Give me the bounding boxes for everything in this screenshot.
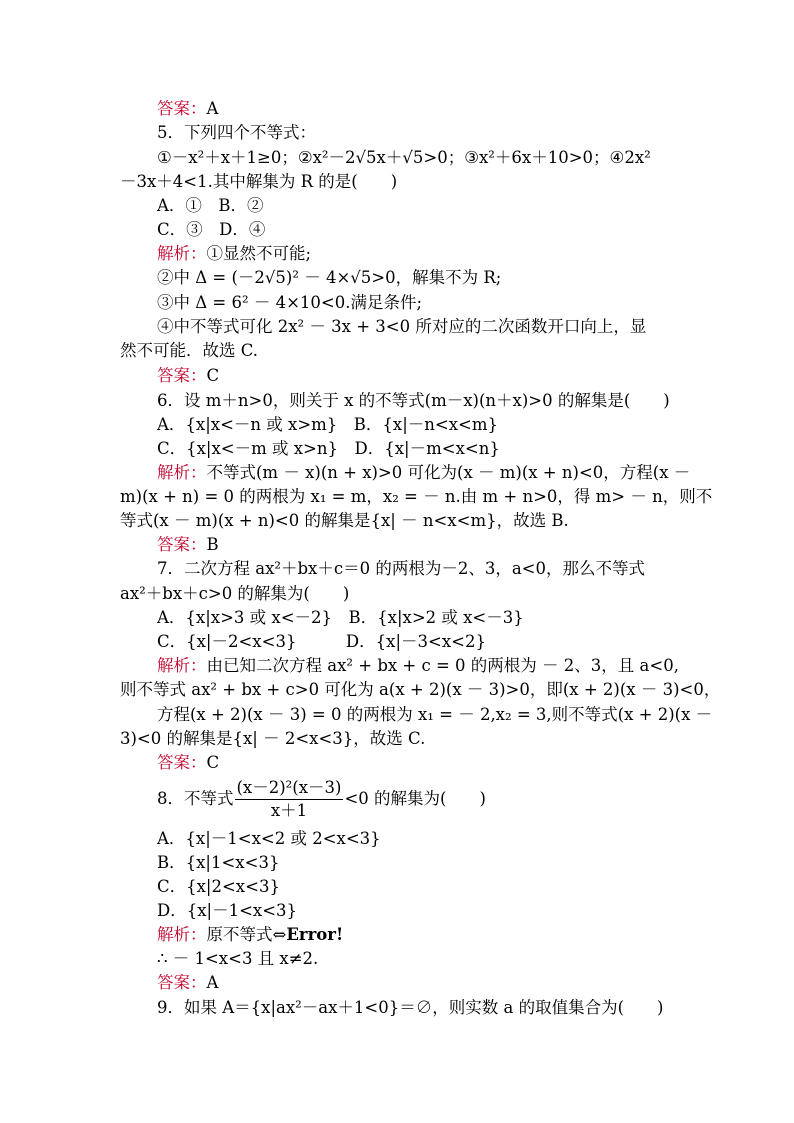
answer-label: 答案： bbox=[157, 753, 207, 772]
analysis-text: ④中不等式可化 2x² － 3x + 3<0 所对应的二次函数开口向上，显 bbox=[157, 317, 647, 336]
option-line: A．{x|x>3 或 x<－2} B．{x|x>2 或 x<－3} bbox=[157, 608, 524, 627]
question-7: 7．二次方程 ax²＋bx＋c＝0 的两根为－2、3，a<0，那么不等式 bbox=[157, 559, 646, 578]
option-line: C．③ D．④ bbox=[157, 220, 266, 239]
answer-line bbox=[157, 971, 717, 995]
analysis-text: 原不等式⇔ bbox=[206, 925, 287, 944]
analysis-text: ∴ － 1<x<3 且 x≠2. bbox=[157, 949, 319, 968]
analysis-line bbox=[157, 242, 717, 266]
analysis-label: 解析： bbox=[157, 656, 207, 675]
answer-value: A bbox=[206, 973, 219, 992]
analysis-text: 不等式(m － x)(n + x)>0 可化为(x － m)(x + n)<0，方程(x － bbox=[206, 463, 691, 482]
error-text: Error! bbox=[286, 925, 344, 944]
question-8-lead: 8．不等式 bbox=[157, 789, 234, 808]
analysis-label: 解析： bbox=[157, 925, 207, 944]
analysis-text: 等式(x － m)(x + n)<0 的解集是{x| － n<x<m}，故选 B. bbox=[120, 511, 569, 530]
answer-line bbox=[157, 751, 717, 775]
question-text: －3x＋4<1.其中解集为 R 的是( ) bbox=[120, 172, 398, 191]
analysis-line bbox=[157, 461, 717, 485]
analysis-line bbox=[157, 654, 717, 678]
option-line: A．{x|x<－n 或 x>m} B．{x|－n<x<m} bbox=[157, 415, 499, 434]
answer-value: C bbox=[206, 753, 220, 772]
answer-line bbox=[157, 364, 717, 388]
question-8 bbox=[157, 776, 717, 822]
answer-label: 答案： bbox=[157, 973, 207, 992]
analysis-label: 解析： bbox=[157, 463, 207, 482]
option-line: C．{x|－2<x<3} D．{x|－3<x<2} bbox=[157, 632, 486, 651]
question-9: 9．如果 A＝{x|ax²－ax＋1<0}＝∅，则实数 a 的取值集合为( ) bbox=[157, 998, 664, 1017]
analysis-text: 则不等式 ax² + bx + c>0 可化为 a(x + 2)(x － 3)>0，即(x + 2)(x － 3)<0， bbox=[120, 680, 721, 699]
option-line: C．{x|2<x<3} bbox=[157, 877, 280, 896]
analysis-text: ②中 Δ = (－2√5)² － 4×√5>0，解集不为 R; bbox=[157, 268, 502, 287]
analysis-text: 由已知二次方程 ax² + bx + c = 0 的两根为 － 2、3，且 a<0, bbox=[206, 656, 679, 675]
analysis-text: ③中 Δ = 6² － 4×10<0.满足条件; bbox=[157, 293, 423, 312]
answer-value: A bbox=[206, 99, 219, 118]
option-line: D．{x|－1<x<3} bbox=[157, 901, 298, 920]
answer-label: 答案： bbox=[157, 535, 207, 554]
option-line: A．{x|－1<x<2 或 2<x<3} bbox=[157, 829, 381, 848]
question-text: ax²＋bx＋c>0 的解集为( ) bbox=[120, 584, 350, 603]
fraction-numerator: (x－2)²(x－3) bbox=[235, 777, 344, 800]
question-5: 5．下列四个不等式： bbox=[157, 123, 316, 142]
option-line: B．{x|1<x<3} bbox=[157, 853, 280, 872]
analysis-text: 然不可能．故选 C. bbox=[120, 341, 259, 360]
fraction bbox=[235, 777, 344, 822]
answer-label: 答案： bbox=[157, 99, 207, 118]
answer-label: 答案： bbox=[157, 366, 207, 385]
analysis-text: m)(x + n) = 0 的两根为 x₁ = m，x₂ = － n.由 m + n>0，得 m> － n，则不 bbox=[120, 487, 713, 506]
fraction-denominator: x＋1 bbox=[270, 801, 308, 820]
analysis-text: ①显然不可能; bbox=[206, 244, 312, 263]
analysis-text: 方程(x + 2)(x － 3) = 0 的两根为 x₁ = － 2,x₂ = 3,则不等式(x + 2)(x － bbox=[157, 705, 713, 724]
question-6: 6．设 m＋n>0，则关于 x 的不等式(m－x)(n＋x)>0 的解集是( ) bbox=[157, 391, 670, 410]
analysis-label: 解析： bbox=[157, 244, 207, 263]
question-text: ①－x²＋x＋1≥0；②x²－2√5x＋√5>0；③x²＋6x＋10>0；④2x² bbox=[157, 148, 651, 167]
analysis-line bbox=[157, 923, 717, 947]
question-8-tail: <0 的解集为( ) bbox=[344, 789, 486, 808]
option-line: A．① B．② bbox=[157, 196, 264, 215]
answer-line bbox=[157, 97, 717, 121]
answer-value: C bbox=[206, 366, 220, 385]
answer-line bbox=[157, 533, 717, 557]
answer-value: B bbox=[206, 535, 219, 554]
analysis-text: 3)<0 的解集是{x| － 2<x<3}，故选 C. bbox=[120, 729, 426, 748]
option-line: C．{x|x<－m 或 x>n} D．{x|－m<x<n} bbox=[157, 439, 500, 458]
